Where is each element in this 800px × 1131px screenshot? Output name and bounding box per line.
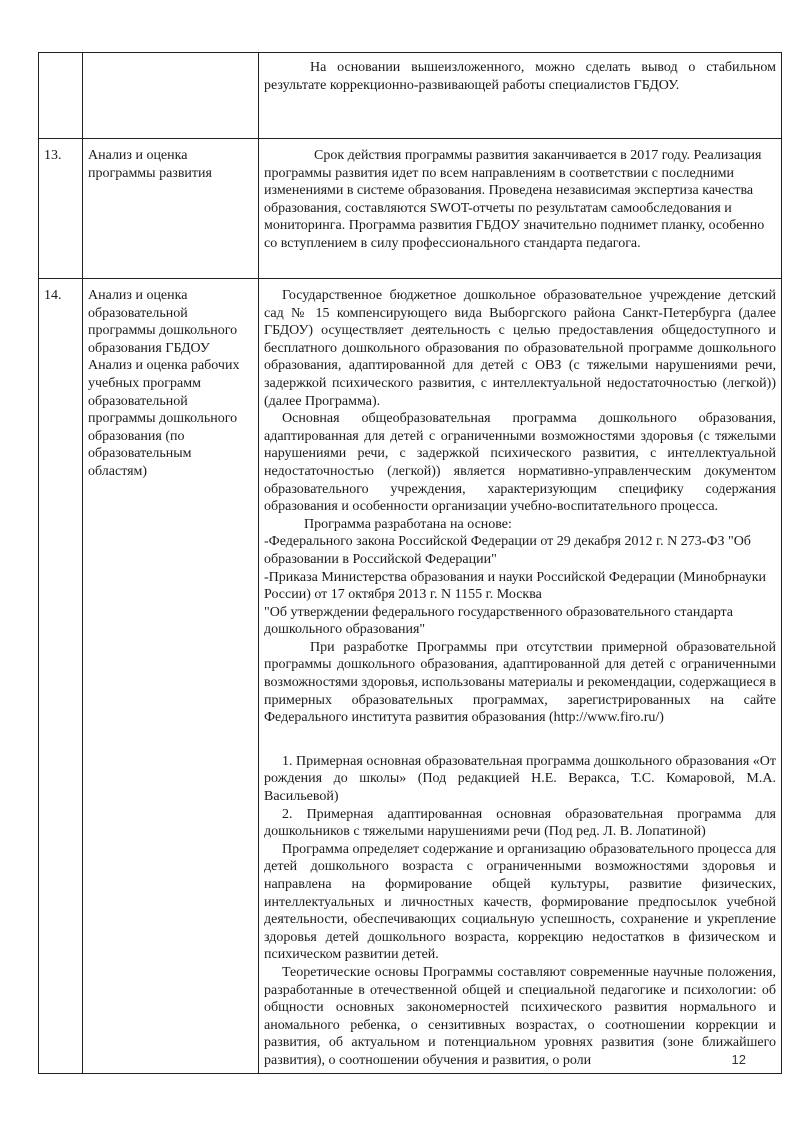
page-number: 12 bbox=[731, 1052, 746, 1067]
row-content-cell bbox=[259, 139, 782, 279]
spacer bbox=[264, 727, 776, 753]
row-number-cell bbox=[39, 279, 83, 1074]
row-content-cell bbox=[259, 53, 782, 139]
paragraph: -Приказа Министерства образования и науки Российской Федерации (Минобрнауки России) от 17 октября 2013 г. N 1155 г. Москва bbox=[264, 569, 767, 603]
list-item: 1. Примерная основная образовательная программа дошкольного образования «От рождения до школы» (Под редакцией Н.Е. Веракса, Т.С. Комаровой, М.А. Васильевой) bbox=[264, 753, 776, 805]
document-table bbox=[38, 52, 782, 1074]
row-number-cell bbox=[39, 139, 83, 279]
paragraph: Программа определяет содержание и организацию образовательного процесса для детей дошкольного возраста с ограниченными возможностями здоровья и направлена на формирование общей культуры, развитие физических, интеллектуальных и личностных качеств, формирование предпосылок учебной деятельности, обеспечивающих социальную успешность, сохранение и укрепление здоровья детей дошкольного возраста, коррекцию недостатков в физическом и психическом развитии детей. bbox=[264, 841, 776, 963]
table-row bbox=[39, 279, 782, 1074]
paragraph: На основании вышеизложенного, можно сделать вывод о стабильном результате коррекционно-развивающей работы специалистов ГБДОУ. bbox=[264, 60, 776, 93]
paragraph: "Об утверждении федерального государственного образовательного стандарта дошкольного образования" bbox=[264, 604, 734, 638]
row-number: 14. bbox=[44, 288, 62, 303]
table-row bbox=[39, 139, 782, 279]
table-row bbox=[39, 53, 782, 139]
list-item: 2. Примерная адаптированная основная образовательная программа для дошкольников с тяжелыми нарушениями речи (Под ред. Л. В. Лопатиной) bbox=[264, 806, 776, 840]
paragraph: Теоретические основы Программы составляют современные научные положения, разработанные в отечественной общей и специальной педагогике и психологии: об общности основных закономерностей психического развития нормального и аномального ребенка, о сензитивных возрастах, о соотношении коррекции и развития, об актуальном и потенциальном уровнях развития (зоне ближайшего развития), о соотношении обучения и развития, о роли bbox=[264, 964, 776, 1068]
paragraph: Программа разработана на основе: bbox=[304, 516, 512, 532]
row-number-cell bbox=[39, 53, 83, 139]
paragraph: Основная общеобразовательная программа дошкольного образования, адаптированная для детей с ограниченными возможностями здоровья (с тяжелыми нарушениями речи, с задержкой психического развития, с интеллектуальной недостаточностью (легкой)) является нормативно-управленческим документом образовательного учреждения, характеризующим специфику содержания образования и особенности организации учебно-воспитательного процесса. bbox=[264, 411, 776, 515]
paragraph: При разработке Программы при отсутствии примерной образовательной программы дошкольного образования, адаптированной для детей с ограниченными возможностями здоровья, использованы материалы и рекомендации, содержащиеся в примерных образовательных программах, зарегистрированных на сайте Федерального института развития образования (http://www.firo.ru/) bbox=[264, 639, 776, 726]
paragraph: -Федерального закона Российской Федерации от 29 декабря 2012 г. N 273-ФЗ "Об образовании в Российской Федерации" bbox=[264, 534, 751, 567]
row-title: Анализ и оценка программы развития bbox=[88, 148, 212, 181]
row-title: Анализ и оценка образовательной программы дошкольного образования ГБДОУ Анализ и оценка рабочих учебных программ образовательной программы дошкольного образования (по образовательным областям) bbox=[88, 288, 240, 479]
row-title-cell bbox=[83, 139, 259, 279]
row-content-cell bbox=[259, 279, 782, 1074]
paragraph: Срок действия программы развития заканчивается в 2017 году. Реализация программы развития идет по всем направлениям в соответствии с последними изменениями в системе образования. Проведена независимая экспертиза качества образования, составляются SWOT-отчеты по результатам самообследования и мониторинга. Программа развития ГБДОУ значительно поднимет планку, особенно со вступлением в силу профессионального стандарта педагога. bbox=[264, 148, 765, 251]
paragraph: Государственное бюджетное дошкольное образовательное учреждение детский сад № 15 компенсирующего вида Выборгского района Санкт-Петербурга (далее ГБДОУ) осуществляет деятельность с целью предоставления общедоступного и бесплатного дошкольного образования по образовательной программе дошкольного образования, адаптированной для детей с ОВЗ (с тяжелыми нарушениями речи, задержкой психического развития, с интеллектуальной недостаточностью (легкой)) (далее Программа). bbox=[264, 288, 776, 409]
row-number: 13. bbox=[44, 148, 62, 163]
row-title-cell bbox=[83, 53, 259, 139]
row-title-cell bbox=[83, 279, 259, 1074]
